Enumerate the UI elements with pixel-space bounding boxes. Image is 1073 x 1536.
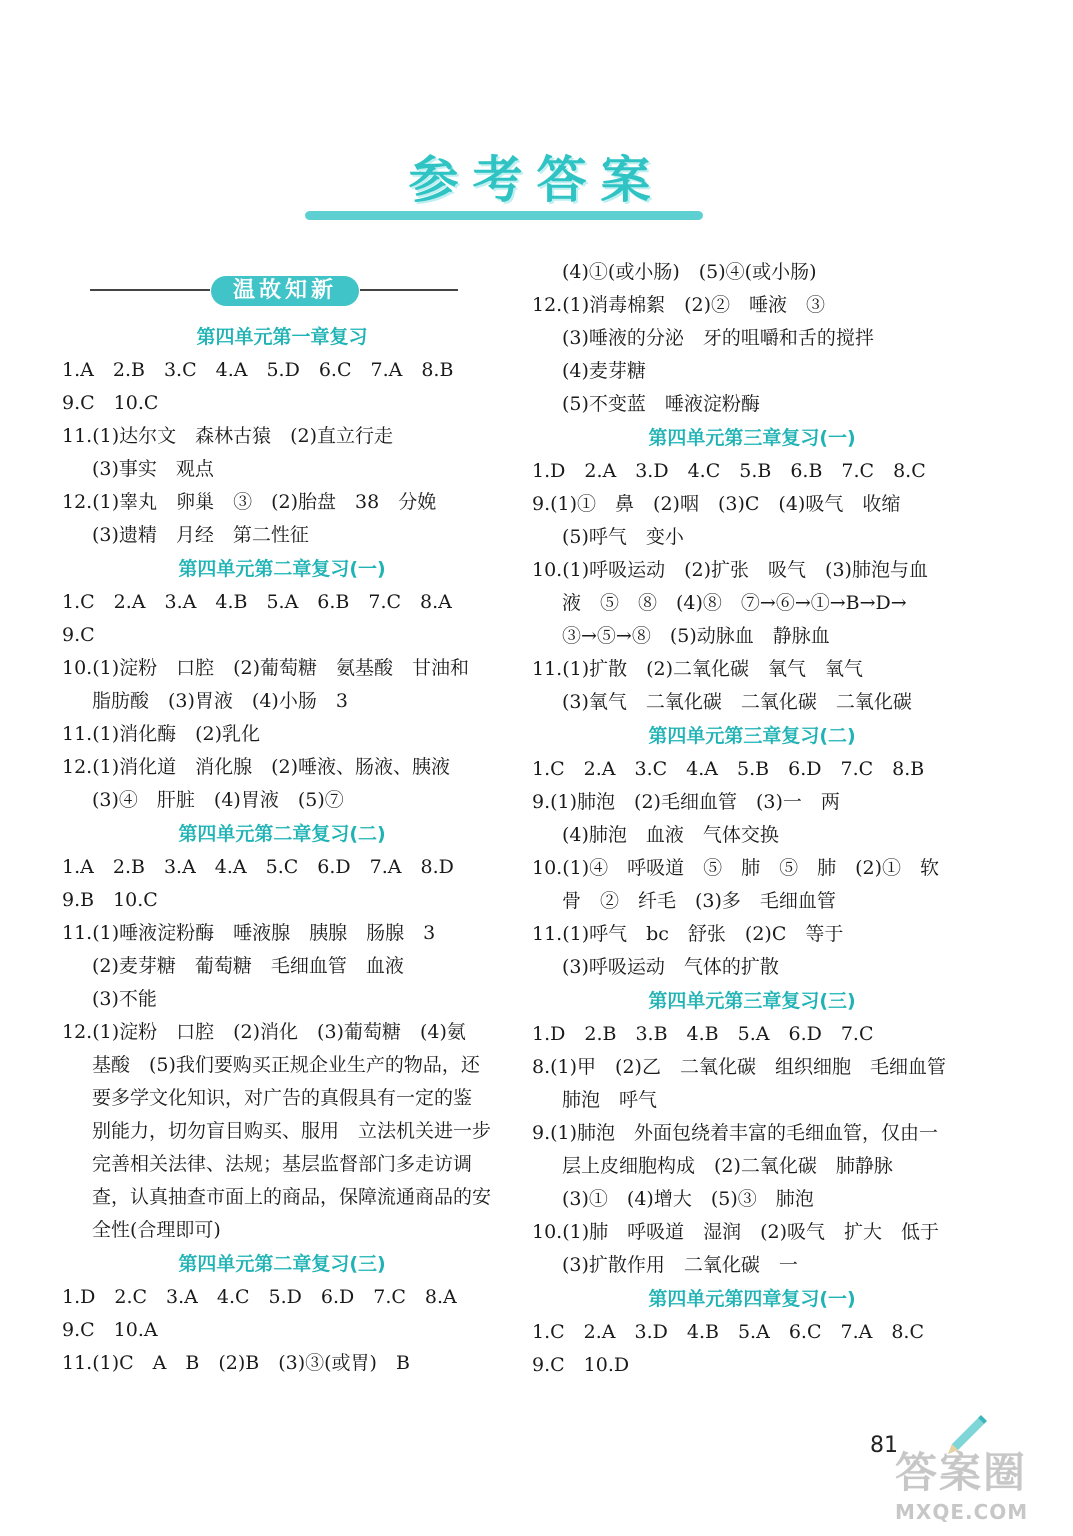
answer-line: 1.D 2.C 3.A 4.C 5.D 6.D 7.C 8.A: [62, 1286, 457, 1308]
section-banner: 温故知新: [211, 276, 359, 306]
answer-line: 9.C 10.D: [532, 1354, 630, 1376]
answer-line: 肺泡 呼气: [562, 1089, 658, 1111]
answer-line: 别能力，切勿盲目购买、服用 立法机关进一步: [92, 1120, 492, 1142]
banner-rule-left: [90, 289, 210, 291]
watermark: [895, 1440, 1070, 1530]
answer-line: 11.(1)扩散 (2)二氧化碳 氧气 氧气: [532, 658, 864, 680]
answer-line: 1.C 2.A 3.C 4.A 5.B 6.D 7.C 8.B: [532, 758, 925, 780]
answer-line: 10.(1)淀粉 口腔 (2)葡萄糖 氨基酸 甘油和: [62, 657, 470, 679]
answer-line: 9.C 10.A: [62, 1319, 158, 1341]
answer-line: 9.(1)肺泡 外面包绕着丰富的毛细血管，仅由一: [532, 1122, 939, 1144]
answer-line: 9.(1)肺泡 (2)毛细血管 (3)一 两: [532, 791, 840, 813]
banner-rule-right: [360, 289, 458, 291]
answer-line: (4)麦芽糖: [562, 360, 646, 382]
left-column: [62, 320, 502, 1380]
answer-line: 1.D 2.A 3.D 4.C 5.B 6.B 7.C 8.C: [532, 460, 926, 482]
answer-line: 要多学文化知识，对广告的真假具有一定的鉴: [92, 1087, 473, 1109]
answer-line: 骨 ② 纤毛 (3)多 毛细血管: [562, 890, 836, 912]
section-heading: 第四单元第二章复习(一): [178, 558, 386, 580]
answer-line: 脂肪酸 (3)胃液 (4)小肠 3: [92, 690, 348, 712]
answer-line: (3)唾液的分泌 牙的咀嚼和舌的搅拌: [562, 327, 874, 349]
answer-line: 11.(1)C A B (2)B (3)③(或胃) B: [62, 1352, 410, 1374]
answer-line: (3)④ 肝脏 (4)胃液 (5)⑦: [92, 789, 344, 811]
section-heading: 第四单元第三章复习(一): [648, 427, 856, 449]
answer-line: 查，认真抽查市面上的商品，保障流通商品的安: [92, 1186, 492, 1208]
answer-line: 1.A 2.B 3.C 4.A 5.D 6.C 7.A 8.B: [62, 359, 454, 381]
answer-line: 10.(1)肺 呼吸道 湿润 (2)吸气 扩大 低于: [532, 1221, 940, 1243]
section-heading: 第四单元第三章复习(三): [648, 990, 856, 1012]
answer-line: (2)麦芽糖 葡萄糖 毛细血管 血液: [92, 955, 404, 977]
page-number: 81: [870, 1433, 898, 1458]
answer-line: (3)氧气 二氧化碳 二氧化碳 二氧化碳: [562, 691, 912, 713]
answer-line: 层上皮细胞构成 (2)二氧化碳 肺静脉: [562, 1155, 893, 1177]
answer-line: 11.(1)消化酶 (2)乳化: [62, 723, 261, 745]
answer-line: (3)不能: [92, 988, 157, 1010]
answer-line: 9.B 10.C: [62, 889, 158, 911]
section-heading: 第四单元第二章复习(三): [178, 1253, 386, 1275]
answer-line: 1.C 2.A 3.A 4.B 5.A 6.B 7.C 8.A: [62, 591, 452, 613]
page-title: 参考答案: [408, 151, 665, 209]
section-heading: 第四单元第二章复习(二): [178, 823, 386, 845]
answer-line: (3)① (4)增大 (5)③ 肺泡: [562, 1188, 814, 1210]
right-column: [532, 256, 972, 1382]
answer-line: 9.C 10.C: [62, 392, 159, 414]
answer-line: 10.(1)呼吸运动 (2)扩张 吸气 (3)肺泡与血: [532, 559, 928, 581]
answer-line: 9.C: [62, 624, 95, 646]
answer-line: 10.(1)④ 呼吸道 ⑤ 肺 ⑤ 肺 (2)① 软: [532, 857, 940, 879]
answer-line: (3)扩散作用 二氧化碳 一: [562, 1254, 798, 1276]
answer-line: 1.C 2.A 3.D 4.B 5.A 6.C 7.A 8.C: [532, 1321, 924, 1343]
answer-line: 12.(1)睾丸 卵巢 ③ (2)胎盘 38 分娩: [62, 491, 437, 513]
answer-line: 11.(1)唾液淀粉酶 唾液腺 胰腺 肠腺 3: [62, 922, 436, 944]
answer-line: 1.A 2.B 3.A 4.A 5.C 6.D 7.A 8.D: [62, 856, 454, 878]
answer-line: 全性(合理即可): [92, 1219, 221, 1241]
answer-line: 12.(1)淀粉 口腔 (2)消化 (3)葡萄糖 (4)氨: [62, 1021, 466, 1043]
answer-line: (3)呼吸运动 气体的扩散: [562, 956, 779, 978]
answer-line: 12.(1)消化道 消化腺 (2)唾液、肠液、胰液: [62, 756, 451, 778]
title-underline: [305, 211, 703, 220]
section-heading: 第四单元第四章复习(一): [648, 1288, 856, 1310]
answer-line: 11.(1)呼气 bc 舒张 (2)C 等于: [532, 923, 844, 945]
answer-line: (4)肺泡 血液 气体交换: [562, 824, 779, 846]
answer-line: (5)呼气 变小: [562, 526, 684, 548]
answer-line: 12.(1)消毒棉絮 (2)② 唾液 ③: [532, 294, 826, 316]
answer-line: (3)事实 观点: [92, 458, 214, 480]
section-heading: 第四单元第一章复习: [196, 326, 368, 348]
answer-line: (4)①(或小肠) (5)④(或小肠): [562, 261, 817, 283]
watermark-logo: 答案圈: [895, 1448, 1028, 1497]
section-heading: 第四单元第三章复习(二): [648, 725, 856, 747]
answer-line: (5)不变蓝 唾液淀粉酶: [562, 393, 760, 415]
answer-line: 9.(1)① 鼻 (2)咽 (3)C (4)吸气 收缩: [532, 493, 901, 515]
answer-line: 11.(1)达尔文 森林古猿 (2)直立行走: [62, 425, 394, 447]
answer-line: 基酸 (5)我们要购买正规企业生产的物品，还: [92, 1054, 480, 1076]
answer-line: 完善相关法律、法规；基层监督部门多走访调: [92, 1153, 473, 1175]
answer-line: 8.(1)甲 (2)乙 二氧化碳 组织细胞 毛细血管: [532, 1056, 946, 1078]
answer-line: ③→⑤→⑧ (5)动脉血 静脉血: [562, 625, 830, 647]
answer-line: 1.D 2.B 3.B 4.B 5.A 6.D 7.C: [532, 1023, 874, 1045]
watermark-url: MXQE.COM: [895, 1500, 1029, 1524]
answer-line: 液 ⑤ ⑧ (4)⑧ ⑦→⑥→①→B→D→: [562, 592, 907, 614]
answer-line: (3)遗精 月经 第二性征: [92, 524, 309, 546]
